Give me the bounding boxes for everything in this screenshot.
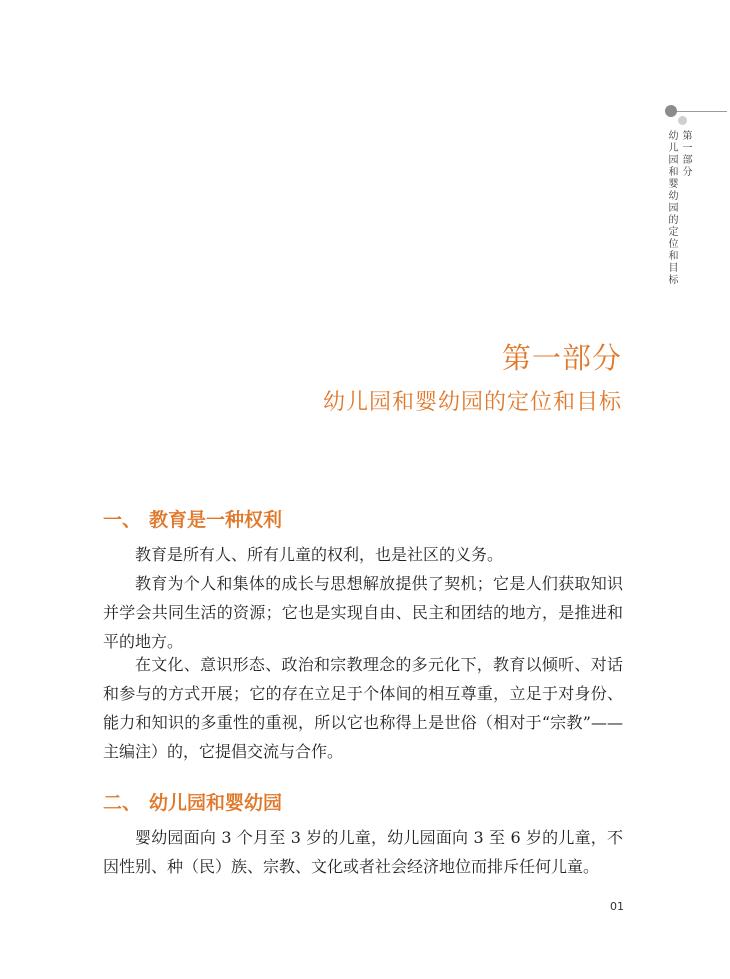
paragraph-2: 教育为个人和集体的成长与思想解放提供了契机；它是人们获取知识并学会共同生活的资源；它也是实现自由、民主和团结的地方，是推进和平的地方。	[103, 574, 623, 651]
section-number-1: 一、	[103, 509, 142, 531]
section-title-1: 教育是一种权利	[149, 509, 283, 531]
paragraph-1: 教育是所有人、所有儿童的权利，也是社区的义务。	[135, 545, 504, 564]
section-heading-1	[103, 505, 282, 532]
section-number-2: 二、	[103, 792, 142, 814]
chapter-subtitle: 幼儿园和婴幼园的定位和目标	[322, 390, 622, 415]
section-heading-2	[103, 788, 282, 815]
header-dot-dark	[665, 105, 677, 117]
page-number: 01	[610, 900, 624, 913]
paragraph-4: 婴幼园面向 3 个月至 3 岁的儿童，幼儿园面向 3 至 6 岁的儿童，不因性别、种（民）族、宗教、文化或者社会经济地位而排斥任何儿童。	[103, 828, 623, 876]
section-title-2: 幼儿园和婴幼园	[149, 792, 283, 814]
running-header-part: 第一部分	[680, 130, 691, 178]
chapter-title: 第一部分	[501, 341, 622, 375]
running-header-title: 幼儿园和婴幼园的定位和目标	[666, 130, 677, 286]
paragraph-3: 在文化、意识形态、政治和宗教理念的多元化下，教育以倾听、对话和参与的方式开展；它的存在立足于个体间的相互尊重，立足于对身份、能力和知识的多重性的重视，所以它也称得上是世俗（相对于“宗教”——主编注）的，它提倡交流与合作。	[103, 655, 623, 761]
header-rule	[675, 111, 727, 112]
header-dot-light	[678, 116, 687, 125]
